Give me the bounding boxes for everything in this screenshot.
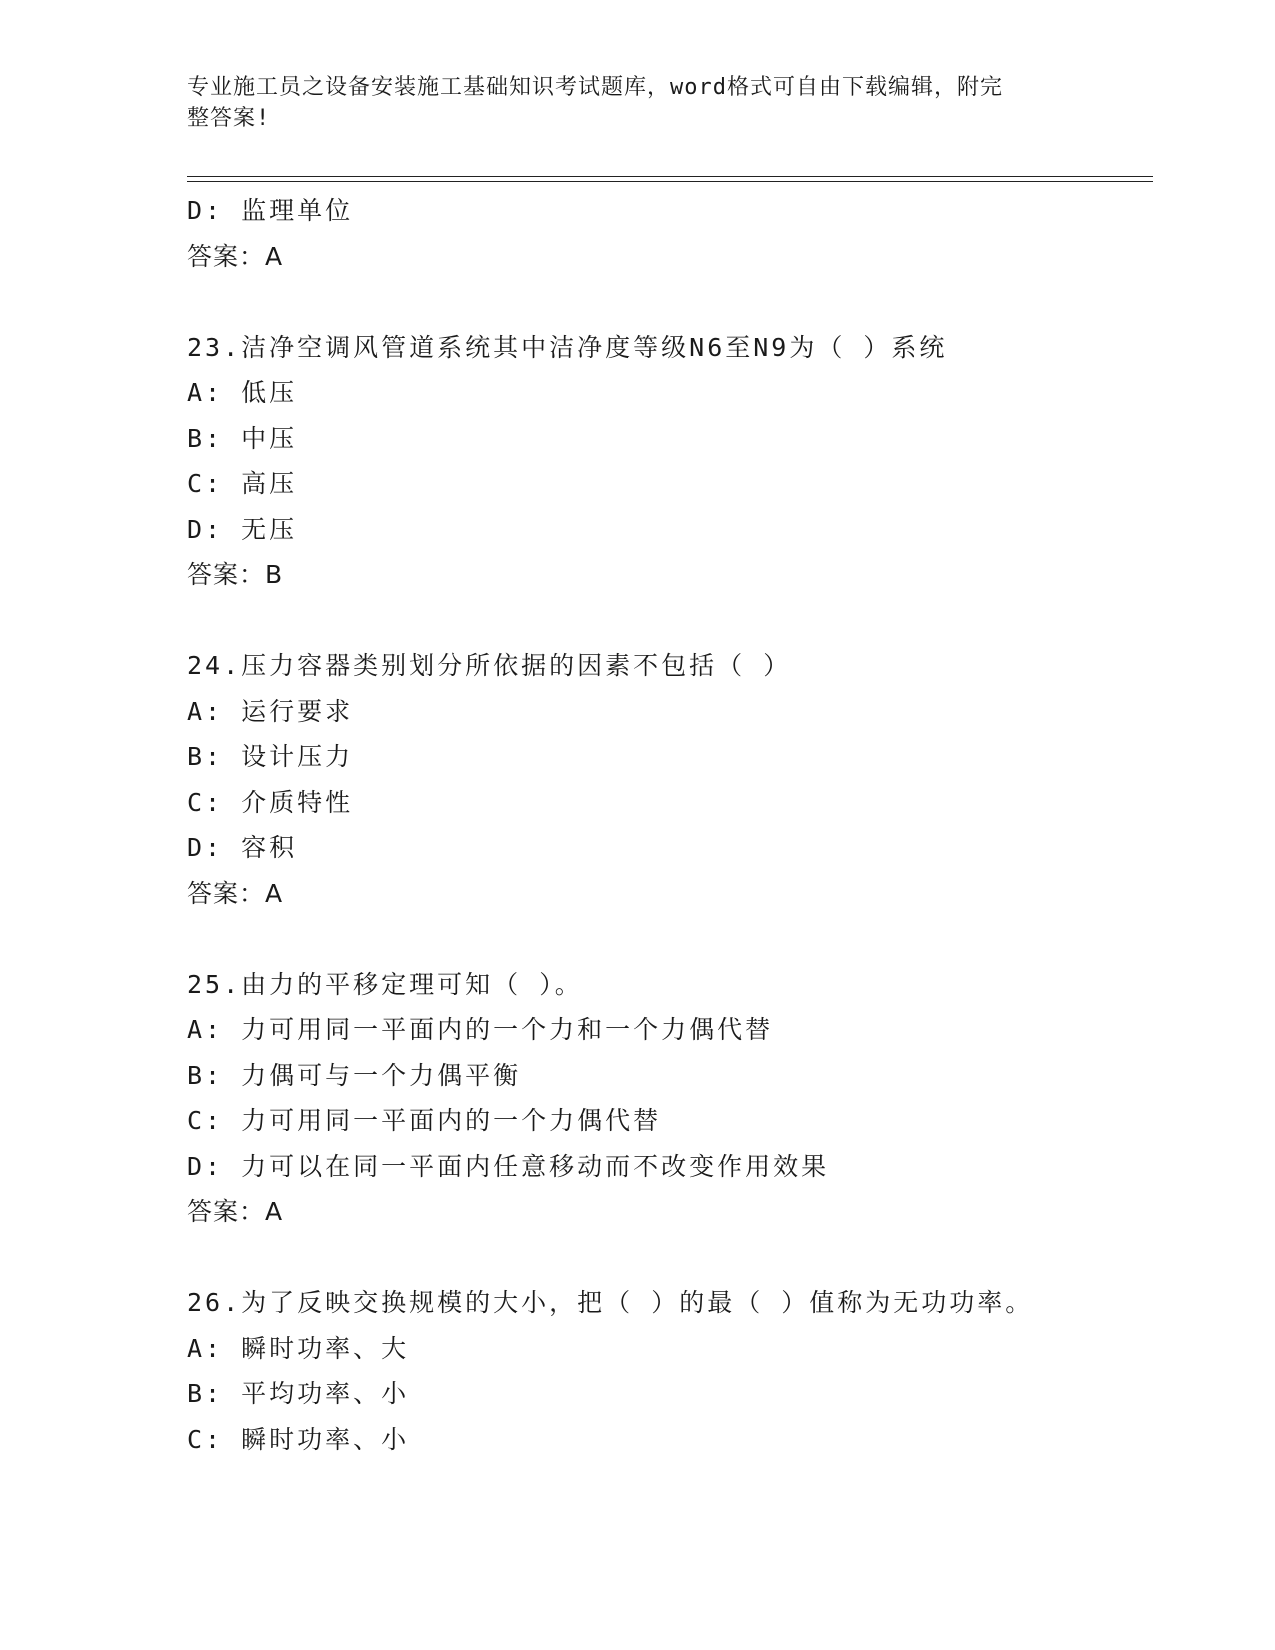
question-24-option-a: A: 运行要求 bbox=[187, 696, 354, 726]
option-d: D: 监理单位 bbox=[187, 196, 354, 225]
question-26-stem: 26.为了反映交换规模的大小，把（ ）的最（ ）值称为无功功率。 bbox=[187, 1288, 1034, 1317]
question-list bbox=[187, 188, 1153, 1462]
question-26-option-b: B: 平均功率、小 bbox=[187, 1379, 410, 1408]
question-23-option-c: C: 高压 bbox=[187, 469, 298, 498]
question-24-option-b: B: 设计压力 bbox=[187, 742, 354, 771]
question-23-option-b: B: 中压 bbox=[187, 423, 298, 453]
question-25-option-c: C: 力可用同一平面内的一个力偶代替 bbox=[187, 1106, 662, 1135]
question-26-option-c: C: 瞬时功率、小 bbox=[187, 1424, 410, 1454]
question-24-option-d: D: 容积 bbox=[187, 833, 298, 862]
question-24-answer: 答案：A bbox=[187, 878, 284, 908]
question-23-answer: 答案：B bbox=[187, 560, 284, 589]
question-26-option-a: A: 瞬时功率、大 bbox=[187, 1333, 410, 1363]
question-25-stem: 25.由力的平移定理可知（ ）。 bbox=[187, 969, 583, 999]
spacer bbox=[187, 916, 1153, 962]
spacer bbox=[187, 598, 1153, 644]
question-23-option-a: A: 低压 bbox=[187, 378, 298, 407]
header-divider-bottom bbox=[187, 181, 1153, 182]
question-24-stem: 24.压力容器类别划分所依据的因素不包括（ ） bbox=[187, 651, 792, 680]
question-25-answer: 答案：A bbox=[187, 1197, 284, 1226]
document-header bbox=[187, 72, 1067, 134]
spacer bbox=[187, 279, 1153, 325]
question-25-option-d: D: 力可以在同一平面内任意移动而不改变作用效果 bbox=[187, 1151, 830, 1181]
header-divider-top bbox=[187, 176, 1153, 177]
question-25-option-a: A: 力可用同一平面内的一个力和一个力偶代替 bbox=[187, 1015, 774, 1044]
answer-line: 答案：A bbox=[187, 241, 284, 271]
header-line-1: 专业施工员之设备安装施工基础知识考试题库，word格式可自由下载编辑，附完 bbox=[187, 75, 1003, 100]
header-line-2: 整答案! bbox=[187, 106, 271, 131]
question-25-option-b: B: 力偶可与一个力偶平衡 bbox=[187, 1060, 522, 1090]
question-23-stem: 23.洁净空调风管道系统其中洁净度等级N6至N9为（ ）系统 bbox=[187, 332, 948, 362]
question-24-option-c: C: 介质特性 bbox=[187, 787, 354, 817]
spacer bbox=[187, 1235, 1153, 1281]
question-23-option-d: D: 无压 bbox=[187, 514, 298, 544]
